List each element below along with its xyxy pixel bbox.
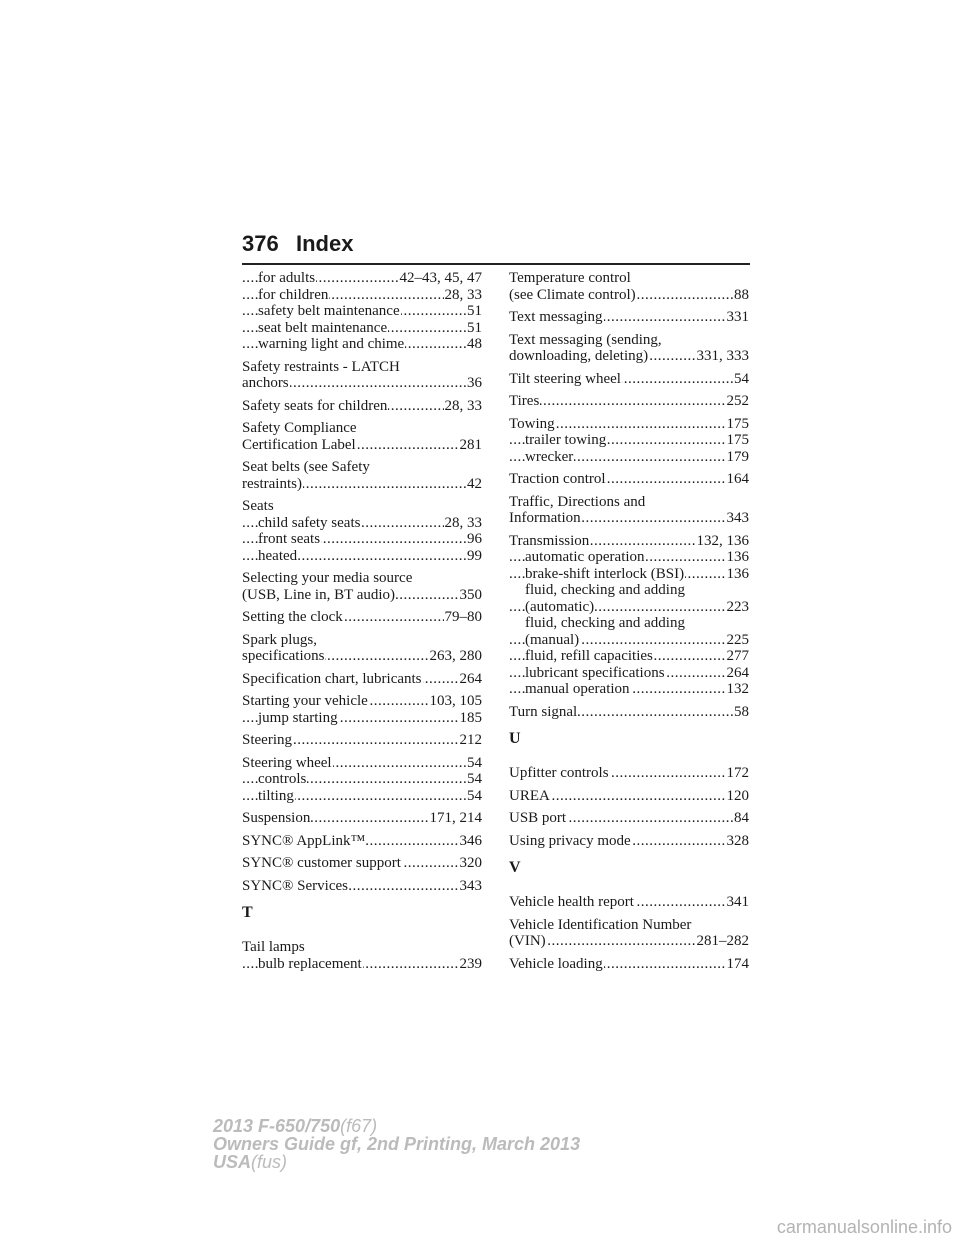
index-term: jump starting	[258, 709, 338, 726]
index-subentry-line	[509, 615, 749, 632]
index-subentry-line	[242, 303, 482, 320]
index-entry	[242, 609, 482, 626]
index-subentry-line	[242, 270, 482, 287]
index-term: (manual)	[525, 631, 580, 648]
index-subentry-line	[242, 515, 482, 532]
index-page-ref: 263, 280	[429, 648, 482, 664]
index-entry	[509, 471, 749, 488]
index-entry	[242, 420, 482, 453]
index-page-ref: 136	[726, 565, 749, 582]
index-page-ref: 48	[467, 336, 482, 352]
index-page-ref: 277	[726, 648, 749, 664]
index-page-ref: 54	[734, 370, 749, 387]
index-entry-line	[242, 693, 482, 710]
index-term: Tail lamps	[242, 939, 305, 955]
index-term: automatic operation	[525, 549, 645, 565]
index-term: SYNC® AppLink™	[242, 832, 366, 849]
index-term: Information	[509, 510, 581, 526]
index-term: SYNC® Services	[242, 877, 348, 894]
index-page-ref: 171, 214	[429, 810, 482, 826]
index-page-ref: 331, 333	[696, 348, 749, 364]
index-term: Tires	[509, 393, 540, 409]
index-term: Safety Compliance	[242, 420, 357, 436]
index-entry-line	[509, 533, 749, 550]
index-entry	[242, 732, 482, 749]
index-term: USB port	[509, 810, 567, 826]
index-term: tilting	[258, 787, 294, 804]
index-subentry-line	[509, 449, 749, 466]
index-subentry-line	[509, 681, 749, 698]
index-page-ref: 58	[734, 703, 749, 720]
index-page-ref: 132, 136	[696, 532, 749, 549]
index-subentry-line	[509, 549, 749, 566]
index-term: lubricant specifications	[525, 664, 665, 681]
index-subentry-line	[242, 531, 482, 548]
index-entry	[242, 810, 482, 827]
index-term: Vehicle health report	[509, 894, 634, 910]
index-entry-line	[509, 393, 749, 410]
index-entry	[242, 498, 482, 564]
index-subentry-line	[242, 336, 482, 353]
index-page-ref: 84	[734, 810, 749, 826]
index-term: Spark plugs,	[242, 631, 317, 648]
index-page-ref: 120	[726, 787, 749, 804]
index-term: Steering	[242, 732, 292, 748]
index-entry	[242, 671, 482, 688]
index-term: Specification chart, lubricants	[242, 670, 422, 687]
index-entry	[242, 833, 482, 850]
index-term: warning light and chime	[258, 336, 405, 352]
index-entry-line	[509, 287, 749, 304]
index-term: Safety restraints - LATCH	[242, 358, 400, 375]
index-entry	[509, 533, 749, 698]
index-entry	[242, 459, 482, 492]
index-term: Text messaging (sending,	[509, 331, 662, 348]
index-term: Selecting your media source	[242, 570, 413, 586]
index-entry-line	[509, 917, 749, 934]
index-page-ref: 343	[459, 877, 482, 894]
index-term: fluid, checking and adding	[525, 582, 685, 598]
index-term: Vehicle loading	[509, 955, 603, 972]
index-entry-line	[242, 810, 482, 827]
index-page-ref: 54	[467, 771, 482, 787]
index-term: for adults	[258, 270, 316, 286]
index-page-ref: 225	[726, 631, 749, 648]
index-term: Seat belts (see Safety	[242, 459, 370, 475]
index-entry-line	[242, 878, 482, 895]
index-column-right	[509, 270, 749, 978]
footer-model: 2013 F-650/750	[213, 1116, 341, 1136]
index-entry-line	[242, 755, 482, 772]
index-entry-line	[509, 765, 749, 782]
index-term: Safety seats for children	[242, 397, 388, 414]
index-entry	[509, 393, 749, 410]
index-entry	[509, 833, 749, 850]
index-entry	[509, 765, 749, 782]
index-entry-line	[242, 375, 482, 392]
index-subentry-line	[242, 788, 482, 805]
index-term: Text messaging	[509, 309, 603, 325]
index-page-ref: 341	[726, 894, 749, 910]
index-entry-line	[242, 437, 482, 454]
index-page-ref: 350	[459, 586, 482, 603]
index-subentry-line	[509, 648, 749, 665]
index-subentry-line	[242, 956, 482, 973]
index-subentry-line	[242, 320, 482, 337]
index-column-left	[242, 270, 482, 978]
index-term: for children	[258, 286, 329, 303]
index-page-ref: 174	[726, 955, 749, 972]
index-entry-line	[242, 732, 482, 749]
index-entry-line	[242, 570, 482, 587]
index-entry-line	[242, 671, 482, 688]
index-entry	[509, 371, 749, 388]
index-entry-line	[509, 704, 749, 721]
index-term: specifications	[242, 648, 325, 664]
index-term: fluid, checking and adding	[525, 615, 685, 631]
index-term: trailer towing	[525, 432, 607, 448]
index-entry-line	[242, 359, 482, 376]
index-term: Traction control	[509, 471, 606, 487]
index-page-ref: 172	[726, 765, 749, 781]
index-subentry-line	[509, 665, 749, 682]
index-page-ref: 239	[459, 955, 482, 972]
index-entry-line	[242, 498, 482, 515]
index-entry-line	[509, 270, 749, 287]
index-entry-line	[242, 855, 482, 872]
index-term: Transmission	[509, 532, 590, 549]
index-entry-line	[242, 632, 482, 649]
footer-model-code: (f67)	[340, 1116, 378, 1136]
index-entry-line	[509, 471, 749, 488]
index-term: Steering wheel	[242, 754, 332, 771]
index-term: Vehicle Identification Number	[509, 916, 692, 933]
index-subentry-line	[509, 432, 749, 449]
index-entry-line	[509, 933, 749, 950]
index-entry-line	[509, 956, 749, 973]
index-term: Towing	[509, 415, 555, 432]
index-entry	[242, 398, 482, 415]
index-term: (VIN)	[509, 933, 546, 949]
index-term: Starting your vehicle	[242, 693, 368, 709]
index-entry-line	[242, 833, 482, 850]
index-term: (see Climate control)	[509, 286, 636, 303]
index-term: UREA	[509, 787, 550, 804]
index-entry-line	[242, 648, 482, 665]
index-section-letter: V	[509, 859, 521, 876]
index-entry-line	[509, 833, 749, 850]
index-entry	[509, 810, 749, 827]
index-term: manual operation	[525, 681, 630, 697]
index-entry-line	[509, 510, 749, 527]
index-entry	[509, 956, 749, 973]
index-entry-line	[509, 416, 749, 433]
index-subentry-line	[509, 632, 749, 649]
index-term: Turn signal	[509, 703, 578, 720]
index-page-ref: 175	[726, 432, 749, 448]
index-page-ref: 328	[726, 832, 749, 849]
index-term: anchors	[242, 375, 289, 391]
watermark: carmanualsonline.info	[776, 1217, 952, 1237]
index-page-ref: 99	[467, 547, 482, 564]
index-subentry-line	[509, 599, 749, 616]
page-number: 376	[242, 231, 279, 256]
index-page-ref: 281	[459, 436, 482, 453]
index-entry	[509, 309, 749, 326]
index-term: wrecker	[525, 448, 574, 465]
index-term: safety belt maintenance	[258, 303, 400, 319]
index-entry	[242, 693, 482, 726]
index-term: SYNC® customer support	[242, 855, 401, 871]
index-subentry-line	[242, 548, 482, 565]
index-entry	[242, 939, 482, 972]
index-entry	[509, 270, 749, 303]
index-page-ref: 185	[459, 709, 482, 726]
footer-line-edition: Owners Guide gf, 2nd Printing, March 2013	[213, 1134, 581, 1154]
index-entry	[242, 878, 482, 895]
index-page-ref: 79–80	[444, 609, 482, 625]
index-page-ref: 28, 33	[444, 397, 482, 414]
index-page-ref: 96	[467, 531, 482, 547]
index-section-letter: U	[509, 730, 521, 747]
index-page-ref: 175	[726, 415, 749, 432]
index-term: Traffic, Directions and	[509, 493, 646, 510]
index-page-ref: 331	[726, 309, 749, 325]
index-page-ref: 28, 33	[444, 514, 482, 531]
index-entry	[242, 855, 482, 872]
index-subentry-line	[509, 582, 749, 599]
index-page-ref: 51	[467, 303, 482, 319]
index-subentry-line	[242, 287, 482, 304]
index-term: heated	[258, 547, 298, 564]
footer-market-code: (fus)	[251, 1152, 288, 1172]
index-page-ref: 264	[726, 664, 749, 681]
footer-market: USA	[213, 1152, 252, 1172]
index-term: (USB, Line in, BT audio)	[242, 586, 396, 603]
index-page-ref: 320	[459, 855, 482, 871]
index-page-ref: 42	[467, 475, 482, 492]
index-entry	[242, 359, 482, 392]
index-term: restraints)	[242, 475, 302, 492]
index-term: Upfitter controls	[509, 765, 609, 781]
index-entry-line	[242, 476, 482, 493]
index-subentry-line	[242, 710, 482, 727]
index-term: Seats	[242, 498, 274, 514]
index-entry	[242, 755, 482, 805]
index-entry	[509, 917, 749, 950]
index-page-ref: 51	[467, 319, 482, 336]
index-entry-line	[509, 894, 749, 911]
page-header	[242, 231, 750, 265]
index-term: controls	[258, 771, 307, 787]
index-subentry-line	[509, 566, 749, 583]
index-entry	[242, 632, 482, 665]
index-page-ref: 179	[726, 448, 749, 465]
index-page-ref: 346	[459, 832, 482, 849]
index-entry-line	[509, 494, 749, 511]
index-page-ref: 164	[726, 471, 749, 487]
index-term: Using privacy mode	[509, 832, 631, 849]
index-term: seat belt maintenance	[258, 319, 388, 336]
index-term: Temperature control	[509, 270, 631, 286]
index-entry-line	[509, 371, 749, 388]
index-term: front seats	[258, 531, 321, 547]
index-entry	[509, 494, 749, 527]
index-term: Tilt steering wheel	[509, 370, 621, 387]
index-term: Suspension	[242, 810, 311, 826]
index-term: brake-shift interlock (BSI)	[525, 565, 685, 582]
index-entry	[509, 894, 749, 911]
footer-line-market	[213, 1153, 580, 1171]
index-page-ref: 36	[467, 375, 482, 391]
index-term: bulb replacement	[258, 955, 362, 972]
index-entry-line	[242, 459, 482, 476]
index-page-ref: 28, 33	[444, 286, 482, 303]
index-entry	[242, 570, 482, 603]
index-entry-line	[509, 332, 749, 349]
index-page-ref: 136	[726, 549, 749, 565]
index-entry-line	[509, 810, 749, 827]
index-page-ref: 42–43, 45, 47	[399, 270, 482, 286]
index-entry-line	[242, 420, 482, 437]
index-entry-line	[242, 939, 482, 956]
index-entry	[509, 704, 749, 721]
index-term: fluid, refill capacities	[525, 648, 653, 664]
index-page-ref: 252	[726, 393, 749, 409]
index-page-ref: 223	[726, 598, 749, 615]
index-page-ref: 88	[734, 286, 749, 303]
index-page-ref: 343	[726, 510, 749, 526]
index-entry	[509, 416, 749, 466]
index-entry-line	[242, 609, 482, 626]
index-entry-line	[509, 348, 749, 365]
index-page-ref: 54	[467, 787, 482, 804]
index-entry-line	[242, 587, 482, 604]
index-term: (automatic)	[525, 598, 595, 615]
index-page-ref: 281–282	[696, 933, 749, 949]
index-section-letter: T	[242, 904, 253, 921]
index-entry	[509, 332, 749, 365]
index-page-ref: 132	[726, 681, 749, 697]
index-entry-line	[509, 309, 749, 326]
index-page-ref: 264	[459, 670, 482, 687]
index-entry	[509, 788, 749, 805]
index-page-ref: 54	[467, 754, 482, 771]
index-term: downloading, deleting)	[509, 348, 649, 364]
page-title: Index	[296, 231, 354, 256]
index-page-ref: 103, 105	[429, 693, 482, 709]
index-page-ref: 212	[459, 732, 482, 748]
index-entry-line	[242, 398, 482, 415]
index-entry	[242, 270, 482, 353]
document-footer	[213, 1117, 580, 1171]
index-entry-line	[509, 788, 749, 805]
index-subentry-line	[242, 771, 482, 788]
index-term: Setting the clock	[242, 609, 343, 625]
footer-line-model	[213, 1117, 580, 1135]
index-term: child safety seats	[258, 514, 361, 531]
index-term: Certification Label	[242, 436, 356, 453]
